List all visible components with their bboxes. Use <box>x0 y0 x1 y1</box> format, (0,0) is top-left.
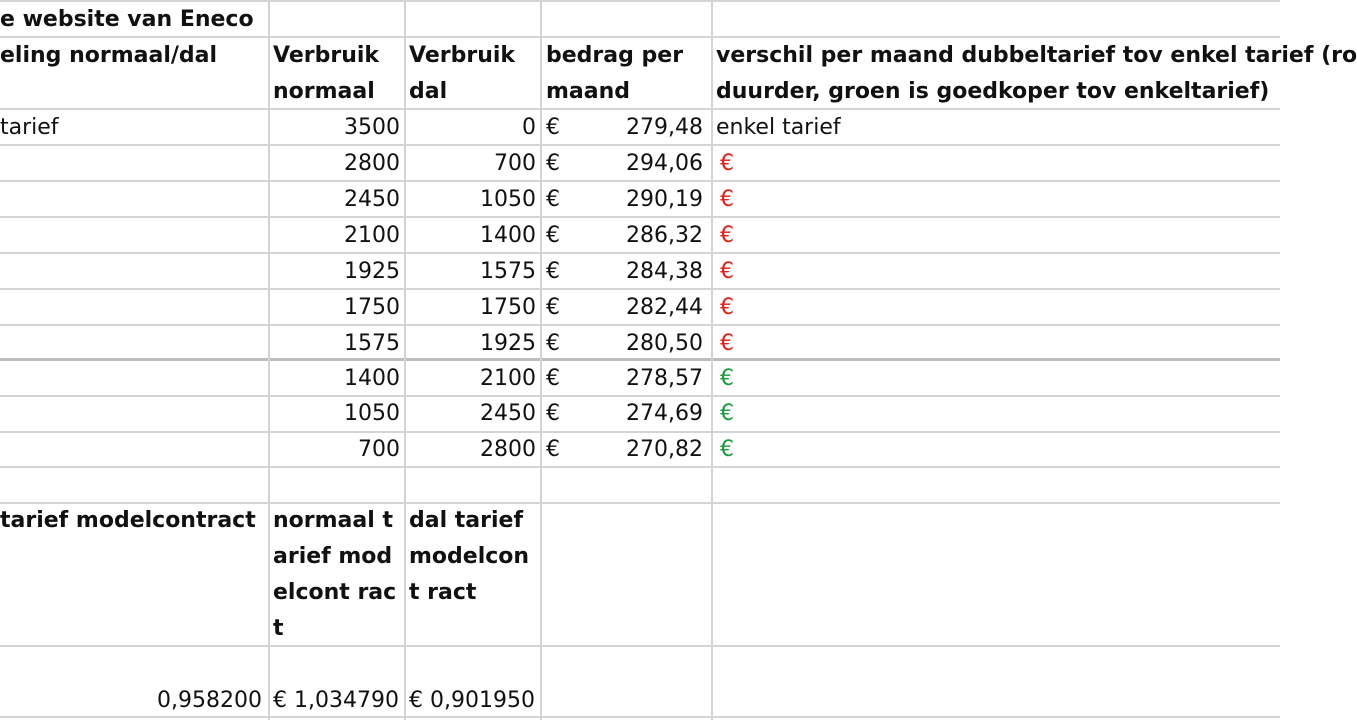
verbruik-dal-cell[interactable]: 2800 <box>480 437 536 462</box>
currency-symbol: € <box>546 401 560 426</box>
verschil-cell-red[interactable]: € <box>720 151 734 176</box>
verschil-cell-green[interactable]: € <box>720 437 734 462</box>
verbruik-dal-cell[interactable]: 2450 <box>480 401 536 426</box>
tariff-normaal-label-cell[interactable]: normaal tarief modelcont ract <box>273 508 397 641</box>
verbruik-dal-cell[interactable]: 1400 <box>480 223 536 248</box>
verbruik-normaal-cell[interactable]: 1925 <box>344 259 400 284</box>
currency-symbol: € <box>546 223 560 248</box>
bedrag-cell[interactable]: 280,50 <box>626 331 703 356</box>
verbruik-normaal-cell[interactable]: 2800 <box>344 151 400 176</box>
verbruik-dal-cell[interactable]: 0 <box>522 115 536 140</box>
currency-symbol: € <box>546 437 560 462</box>
currency-symbol: € <box>546 115 560 140</box>
currency-symbol: € <box>546 259 560 284</box>
verbruik-normaal-cell[interactable]: 1400 <box>344 366 400 391</box>
verschil-cell-red[interactable]: € <box>720 259 734 284</box>
verbruik-normaal-cell[interactable]: 1050 <box>344 401 400 426</box>
bedrag-cell[interactable]: 279,48 <box>626 115 703 140</box>
verbruik-dal-cell[interactable]: 1050 <box>480 187 536 212</box>
verbruik-normaal-cell[interactable]: 700 <box>358 437 400 462</box>
bedrag-cell[interactable]: 294,06 <box>626 151 703 176</box>
tariff-dal-label-cell[interactable]: dal tarief modelcont ract <box>409 508 530 605</box>
header-verbruik-normaal-cell[interactable]: Verbruik normaal <box>273 43 380 104</box>
verschil-cell[interactable]: enkel tarief <box>716 115 841 140</box>
verbruik-normaal-cell[interactable]: 2450 <box>344 187 400 212</box>
verschil-cell-red[interactable]: € <box>720 223 734 248</box>
tariff-enkel-label-cell[interactable]: tarief modelcontract <box>0 508 256 533</box>
verbruik-normaal-cell[interactable]: 2100 <box>344 223 400 248</box>
header-verschil-cell-line2: duurder, groen is goedkoper tov enkeltarief) <box>716 79 1270 104</box>
verschil-cell-green[interactable]: € <box>720 366 734 391</box>
header-bedrag-cell[interactable]: bedrag per maand <box>546 43 684 104</box>
header-split-cell[interactable]: eling normaal/dal <box>0 43 218 68</box>
row-label-cell[interactable]: tarief <box>0 115 59 140</box>
verbruik-dal-cell[interactable]: 2100 <box>480 366 536 391</box>
header-verbruik-dal-cell[interactable]: Verbruik dal <box>409 43 516 104</box>
verbruik-dal-cell[interactable]: 1575 <box>480 259 536 284</box>
bedrag-cell[interactable]: 282,44 <box>626 295 703 320</box>
bedrag-cell[interactable]: 290,19 <box>626 187 703 212</box>
verbruik-dal-cell[interactable]: 1750 <box>480 295 536 320</box>
bedrag-cell[interactable]: 274,69 <box>626 401 703 426</box>
tariff-normaal-value-cell[interactable]: € 1,034790 <box>273 688 399 713</box>
currency-symbol: € <box>546 366 560 391</box>
header-verschil-cell[interactable]: verschil per maand dubbeltarief tov enkel tarief (ro <box>716 43 1357 68</box>
bedrag-cell[interactable]: 286,32 <box>626 223 703 248</box>
currency-symbol: € <box>546 295 560 320</box>
tariff-dal-value-cell[interactable]: € 0,901950 <box>409 688 535 713</box>
verschil-cell-red[interactable]: € <box>720 295 734 320</box>
bedrag-cell[interactable]: 278,57 <box>626 366 703 391</box>
currency-symbol: € <box>546 151 560 176</box>
bedrag-cell[interactable]: 270,82 <box>626 437 703 462</box>
verbruik-dal-cell[interactable]: 700 <box>494 151 536 176</box>
row-gridline <box>0 645 1280 647</box>
verschil-cell-red[interactable]: € <box>720 187 734 212</box>
verschil-cell-red[interactable]: € <box>720 331 734 356</box>
sheet-title-cell[interactable]: e website van Eneco <box>0 7 254 32</box>
currency-symbol: € <box>546 331 560 356</box>
verbruik-dal-cell[interactable]: 1925 <box>480 331 536 356</box>
verbruik-normaal-cell[interactable]: 3500 <box>344 115 400 140</box>
verbruik-normaal-cell[interactable]: 1575 <box>344 331 400 356</box>
verbruik-normaal-cell[interactable]: 1750 <box>344 295 400 320</box>
verschil-cell-green[interactable]: € <box>720 401 734 426</box>
bedrag-cell[interactable]: 284,38 <box>626 259 703 284</box>
column-gridline <box>540 0 542 720</box>
currency-symbol: € <box>546 187 560 212</box>
column-gridline <box>711 0 713 720</box>
tariff-enkel-value-cell[interactable]: 0,958200 <box>157 688 262 713</box>
